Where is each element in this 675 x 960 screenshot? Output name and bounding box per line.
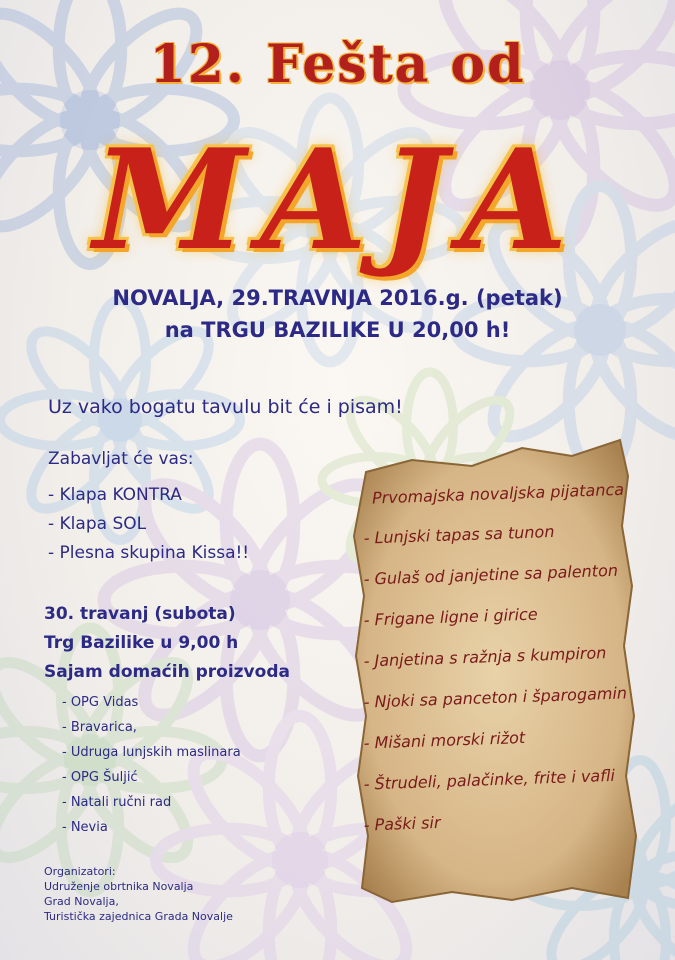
list-item: - Plesna skupina Kissa!! [48,543,250,563]
menu-parchment [352,436,642,904]
menu-item: - Mišani morski rižot [363,727,526,753]
organizers [44,864,233,924]
list-item: - OPG Vidas [62,695,139,710]
list-item: - Klapa SOL [48,514,147,534]
list-item: - Natali ručni rad [62,795,172,810]
event-location-time: na TRGU BAZILIKE U 20,00 h! [164,318,511,342]
organizer: Turistička zajednica Grada Novalje [44,910,233,923]
menu-list [363,521,628,852]
list-item: - Bravarica, [62,720,137,735]
menu-item: - Gulaš od janjetine sa palenton [363,560,619,589]
menu-item: - Frigane ligne i girice [363,604,538,630]
entertainment-heading: Zabavljat će vas: [48,449,194,469]
menu-item: - Njoki sa panceton i šparogamin [363,683,628,712]
menu-item: - Lunjski tapas sa tunon [363,521,555,548]
festival-main-title: MAJA [93,118,582,281]
organizer: Udruženje obrtnika Novalja [44,880,194,893]
saturday-date: 30. travanj (subota) [44,604,236,624]
menu-item: - Štrudeli, palačinke, frite i vafli [363,765,616,794]
list-item: - Nevia [62,820,108,835]
festival-edition-title: 12. Fešta od [149,34,526,95]
list-item: - Klapa KONTRA [48,485,182,505]
tagline: Uz vako bogatu tavulu bit će i pisam! [48,396,403,418]
organizer: Grad Novalja, [44,895,119,908]
saturday-fair: Sajam domaćih proizvoda [44,662,290,682]
list-item: - OPG Šuljić [62,770,138,785]
menu-title: Prvomajska novaljska pijatanca [371,479,625,508]
saturday-location: Trg Bazilike u 9,00 h [44,633,239,653]
menu-item: - Paški sir [363,812,441,835]
organizers-heading: Organizatori: [44,865,116,878]
performers-list [48,481,249,568]
menu-item: - Janjetina s ražnja s kumpiron [363,643,607,671]
saturday-event [44,600,290,687]
vendors-list [62,690,241,840]
event-date: NOVALJA, 29.TRAVNJA 2016.g. (petak) [112,286,563,310]
list-item: - Udruga lunjskih maslinara [62,745,241,760]
